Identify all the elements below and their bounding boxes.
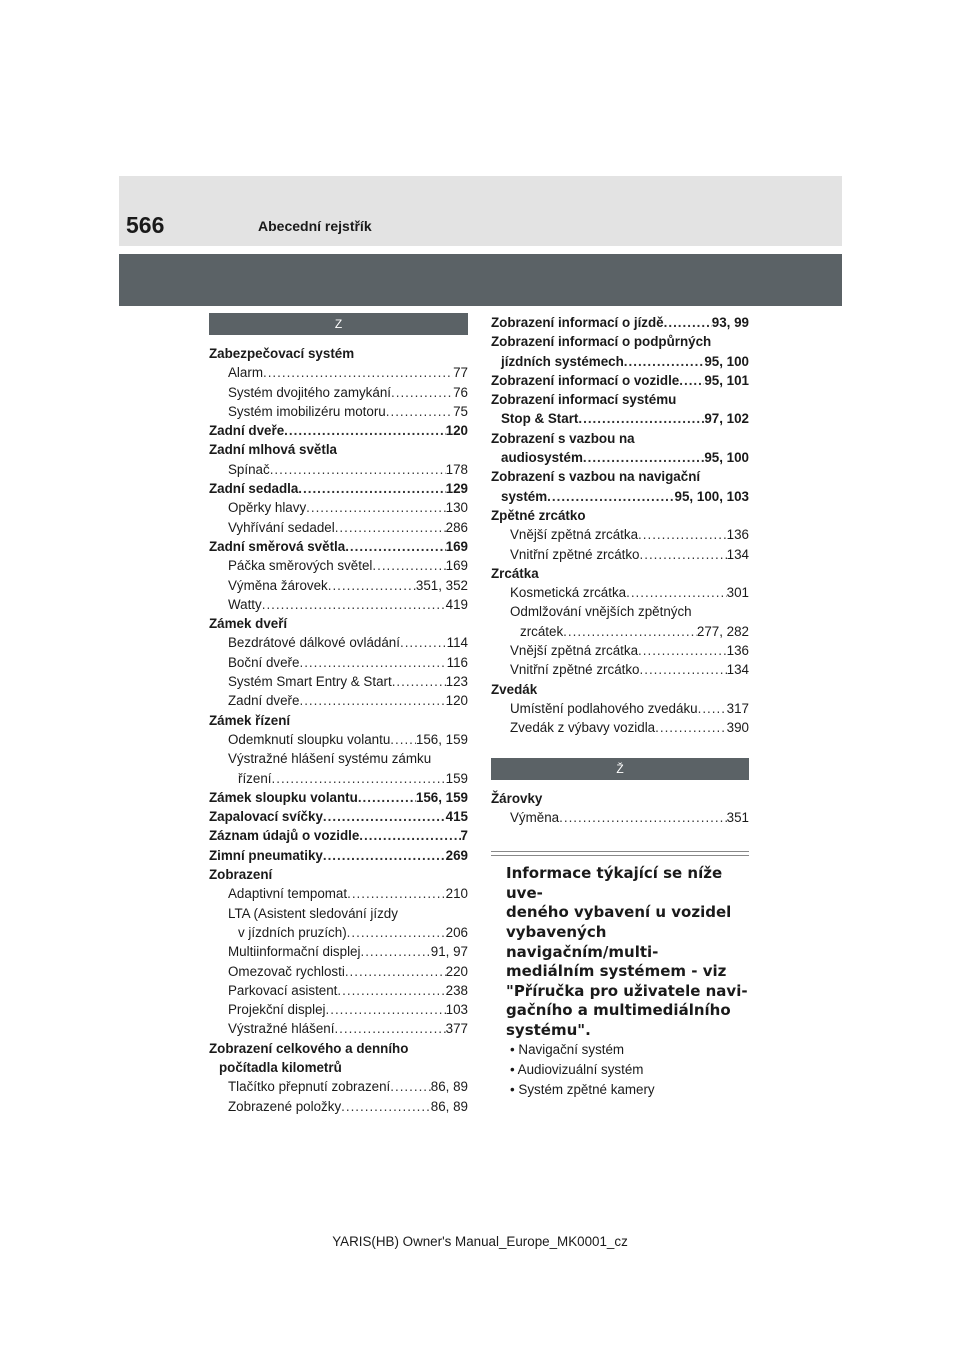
index-heading: Žárovky <box>491 790 543 806</box>
page-reference: 156, 159 <box>415 731 468 747</box>
page-reference: 120 <box>445 693 468 709</box>
page-reference: 169 <box>445 538 468 554</box>
index-entry: jízdních systémech ..... 95, 100 <box>491 352 749 371</box>
page-reference: 351 <box>726 809 749 825</box>
page-reference: 95, 100, 103 <box>674 488 749 504</box>
note-divider <box>491 851 749 856</box>
page-reference: 86, 89 <box>430 1079 468 1095</box>
index-heading: Zrcátka <box>491 565 539 581</box>
index-list-left <box>209 344 468 1116</box>
index-heading: Zobrazení informací o podpůrných <box>491 334 712 350</box>
page-reference: 317 <box>726 700 749 716</box>
page-reference: 351, 352 <box>415 577 468 593</box>
index-subentry: Systém dvojitého zamykání ..... 76 <box>209 383 468 402</box>
index-list-right-bottom <box>491 789 749 828</box>
index-heading: Zvedák <box>491 681 538 697</box>
note-line: Informace týkající se níže uve- <box>506 864 723 902</box>
note-line: systému". <box>506 1020 591 1039</box>
index-subentry: LTA (Asistent sledování jízdy <box>228 905 398 921</box>
page-reference: 95, 100 <box>704 353 749 369</box>
header-band <box>119 176 842 246</box>
page-reference: 130 <box>445 500 468 516</box>
note-line: gačního a multimediálního <box>506 1001 731 1020</box>
note-line: mediálním systémem - viz <box>506 962 727 981</box>
page-reference: 277, 282 <box>696 623 749 639</box>
letter-heading-z: Z <box>209 313 468 335</box>
index-heading: Zabezpečovací systém <box>209 346 355 361</box>
bullet-item: • Audiovizuální systém <box>510 1062 644 1078</box>
index-subentry: Výstražné hlášení ..... 377 <box>209 1019 468 1038</box>
footer-text: YARIS(HB) Owner's Manual_Europe_MK0001_cz <box>332 1234 628 1249</box>
index-entry: Zobrazení informací o vozidle ..... 95, 101 <box>491 371 749 390</box>
index-column-right <box>491 313 749 1099</box>
letter-heading-zh: Ž <box>491 758 749 780</box>
index-subentry: Kosmetická zrcátka ..... 301 <box>491 583 749 602</box>
index-entry: Zadní dveře ..... 120 <box>209 421 468 440</box>
index-subentry: Vyhřívání sedadel ..... 286 <box>209 518 468 537</box>
page-reference: 97, 102 <box>704 411 749 427</box>
page-reference: 269 <box>445 847 468 863</box>
index-subentry: Zobrazené položky ..... 86, 89 <box>209 1097 468 1116</box>
index-entry: Zapalovací svíčky ..... 415 <box>209 807 468 826</box>
page-reference: 206 <box>445 924 468 940</box>
bullet-item: • Systém zpětné kamery <box>510 1081 655 1097</box>
note-bullets <box>491 1040 749 1099</box>
index-subentry: Opěrky hlavy ..... 130 <box>209 498 468 517</box>
page-reference: 75 <box>453 403 468 419</box>
index-subentry: Zadní dveře ..... 120 <box>209 691 468 710</box>
page-reference: 120 <box>445 423 468 439</box>
index-subentry: Parkovací asistent ..... 238 <box>209 981 468 1000</box>
index-heading: Zpětné zrcátko <box>491 507 586 523</box>
page-reference: 136 <box>726 527 749 543</box>
note-line: vybavených navigačním/multi- <box>506 922 659 961</box>
index-list-right <box>491 313 749 738</box>
index-subentry: Vnější zpětná zrcátka ..... 136 <box>491 641 749 660</box>
index-subentry: Adaptivní tempomat ..... 210 <box>209 884 468 903</box>
index-heading: Zámek dveří <box>209 616 288 632</box>
page-reference: 159 <box>445 770 468 786</box>
page-reference: 77 <box>453 365 468 381</box>
index-subentry: řízení ..... 159 <box>209 769 468 788</box>
index-entry: Zámek sloupku volantu ..... 156, 159 <box>209 788 468 807</box>
index-subentry: Odmlžování vnějších zpětných <box>510 604 692 620</box>
index-entry: Zadní směrová světla ..... 169 <box>209 537 468 556</box>
index-subentry: Odemknutí sloupku volantu ..... 156, 159 <box>209 730 468 749</box>
index-entry: Záznam údajů o vozidle ..... 7 <box>209 826 468 845</box>
index-heading: počítadla kilometrů <box>219 1059 342 1075</box>
index-subentry: Tlačítko přepnutí zobrazení ..... 86, 89 <box>209 1077 468 1096</box>
page-reference: 286 <box>445 519 468 535</box>
index-subentry: Výměna ..... 351 <box>491 808 749 827</box>
index-entry: audiosystém ..... 95, 100 <box>491 448 749 467</box>
index-column-left <box>209 313 468 1116</box>
index-subentry: Vnitřní zpětné zrcátko ..... 134 <box>491 545 749 564</box>
index-heading: Zobrazení s vazbou na navigační <box>491 469 701 485</box>
index-subentry: Watty ..... 419 <box>209 595 468 614</box>
page-reference: 95, 101 <box>704 372 749 388</box>
index-entry: Stop & Start ..... 97, 102 <box>491 409 749 428</box>
index-subentry: Umístění podlahového zvedáku ..... 317 <box>491 699 749 718</box>
page-reference: 123 <box>445 674 468 690</box>
index-subentry: Páčka směrových světel ..... 169 <box>209 556 468 575</box>
chapter-band <box>119 254 842 306</box>
navigation-note <box>491 864 749 1040</box>
page-reference: 169 <box>445 558 468 574</box>
page-reference: 86, 89 <box>430 1098 468 1114</box>
note-line: "Příručka pro uživatele navi- <box>506 981 748 1000</box>
page-reference: 238 <box>445 982 468 998</box>
page-reference: 91, 97 <box>430 944 468 960</box>
index-heading: Zámek řízení <box>209 712 291 728</box>
index-subentry: Spínač ..... 178 <box>209 460 468 479</box>
index-subentry: Systém Smart Entry & Start ..... 123 <box>209 672 468 691</box>
page-reference: 134 <box>726 662 749 678</box>
page-reference: 415 <box>445 809 468 825</box>
page-reference: 210 <box>445 886 468 902</box>
page-reference: 377 <box>445 1021 468 1037</box>
page-reference: 129 <box>445 481 468 497</box>
index-heading: Zobrazení s vazbou na <box>491 430 635 446</box>
index-entry: systém ..... 95, 100, 103 <box>491 487 749 506</box>
page-reference: 7 <box>460 828 468 844</box>
page-reference: 114 <box>446 635 468 651</box>
index-entry: Zadní sedadla ..... 129 <box>209 479 468 498</box>
index-subentry: v jízdních pruzích) ..... 206 <box>209 923 468 942</box>
index-heading: Zadní mlhová světla <box>209 442 337 458</box>
index-heading: Zobrazení informací systému <box>491 392 677 408</box>
page-reference: 116 <box>446 654 468 670</box>
index-subentry: Projekční displej ..... 103 <box>209 1000 468 1019</box>
page-reference: 301 <box>726 585 749 601</box>
index-subentry: Bezdrátové dálkové ovládání ..... 114 <box>209 633 468 652</box>
index-subentry: zrcátek ..... 277, 282 <box>491 622 749 641</box>
index-entry: Zobrazení informací o jízdě ..... 93, 99 <box>491 313 749 332</box>
page-reference: 390 <box>726 720 749 736</box>
index-subentry: Vnější zpětná zrcátka ..... 136 <box>491 525 749 544</box>
index-subentry: Boční dveře ..... 116 <box>209 653 468 672</box>
page-reference: 419 <box>445 596 468 612</box>
index-subentry: Zvedák z výbavy vozidla ..... 390 <box>491 718 749 737</box>
page-reference: 136 <box>726 643 749 659</box>
page-reference: 93, 99 <box>711 315 749 330</box>
page-number: 566 <box>126 212 165 238</box>
page-reference: 178 <box>445 461 468 477</box>
index-heading: Zobrazení celkového a denního <box>209 1040 409 1056</box>
index-subentry: Systém imobilizéru motoru ..... 75 <box>209 402 468 421</box>
index-subentry: Výstražné hlášení systému zámku <box>228 751 432 767</box>
index-subentry: Omezovač rychlosti ..... 220 <box>209 962 468 981</box>
index-subentry: Alarm ..... 77 <box>209 363 468 382</box>
index-entry: Zimní pneumatiky ..... 269 <box>209 846 468 865</box>
index-subentry: Multiinformační displej ..... 91, 97 <box>209 942 468 961</box>
page-reference: 95, 100 <box>704 450 749 466</box>
page-reference: 220 <box>445 963 468 979</box>
page-reference: 156, 159 <box>415 789 468 805</box>
section-title: Abecední rejstřík <box>258 218 372 234</box>
page-reference: 76 <box>453 384 468 400</box>
index-subentry: Vnitřní zpětné zrcátko ..... 134 <box>491 660 749 679</box>
page-reference: 134 <box>726 546 749 562</box>
page-reference: 103 <box>445 1002 468 1018</box>
index-heading: Zobrazení <box>209 867 273 883</box>
note-line: deného vybavení u vozidel <box>506 903 732 922</box>
bullet-item: • Navigační systém <box>510 1042 625 1058</box>
index-subentry: Výměna žárovek ..... 351, 352 <box>209 576 468 595</box>
